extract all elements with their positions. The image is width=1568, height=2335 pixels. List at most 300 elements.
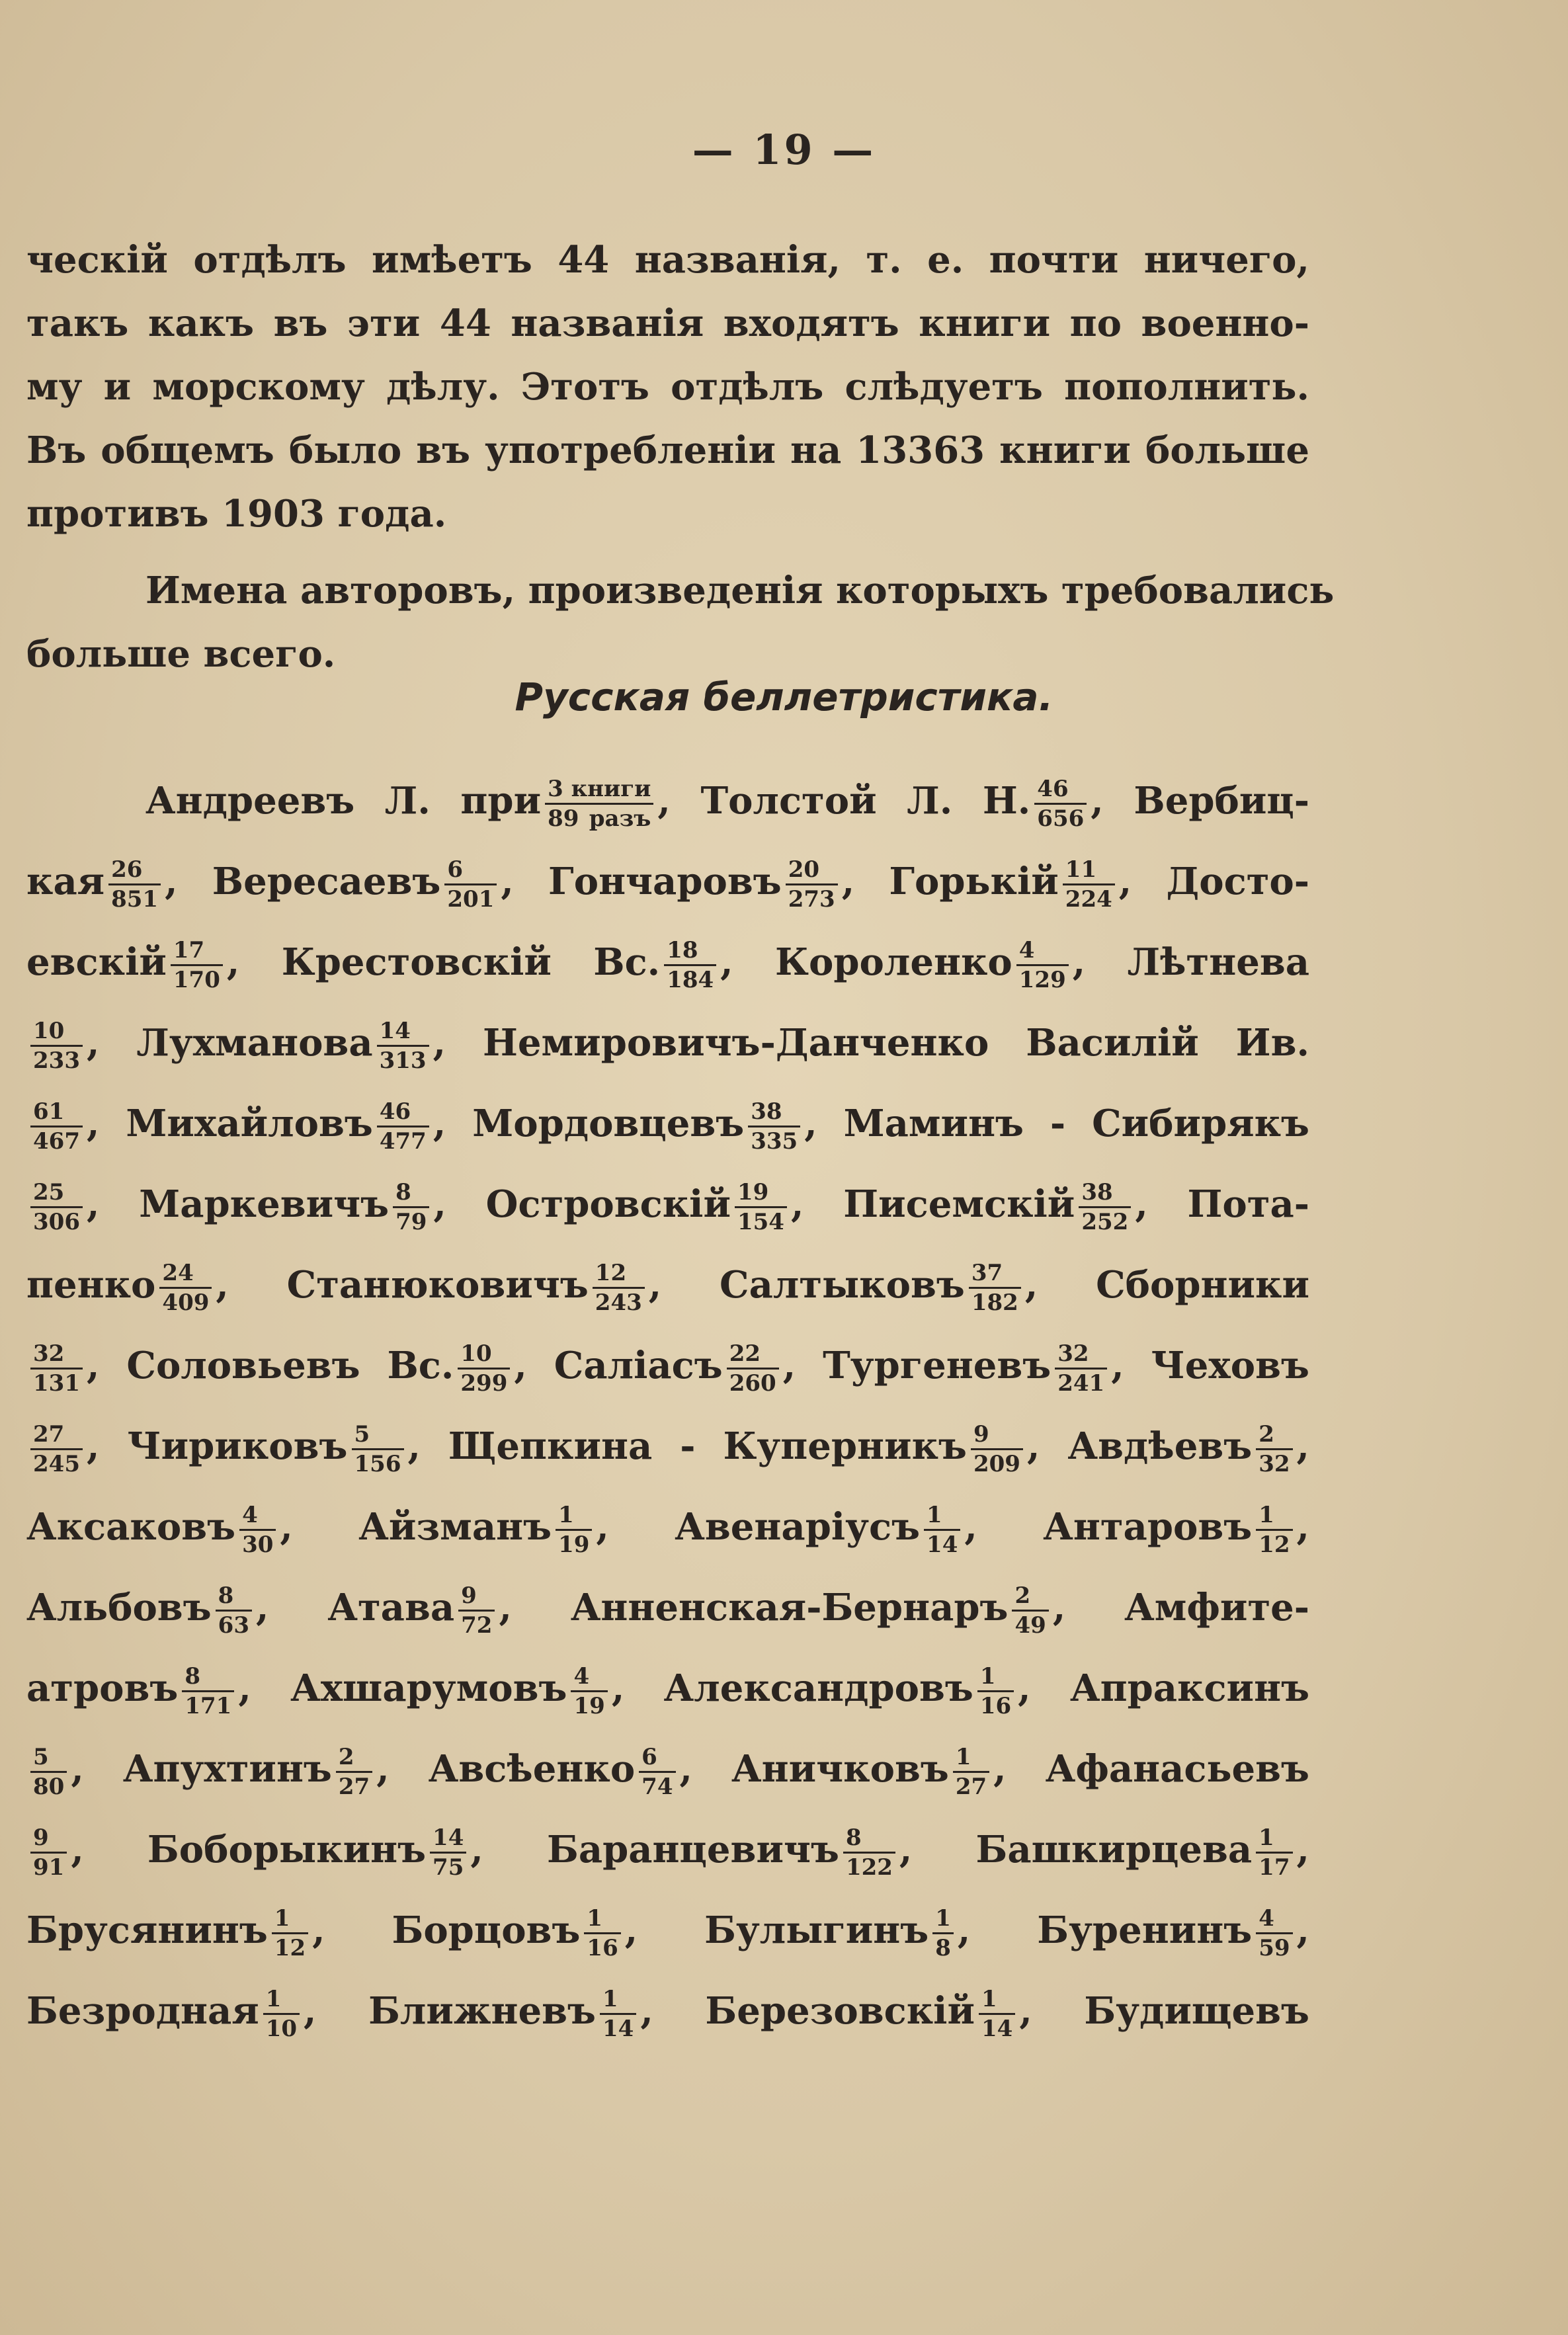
- fraction-numerator: 46: [377, 1098, 429, 1127]
- fraction-numerator: 19: [735, 1178, 787, 1208]
- fraction-denominator: 16: [979, 1692, 1012, 1719]
- author-entry: Саліасъ $\frac{22}{260}$ ,: [554, 1340, 796, 1397]
- count-fraction: [1055, 1340, 1107, 1397]
- author-entry: Горькій $\frac{11}{224}$ ,: [889, 856, 1132, 913]
- fraction-denominator: 209: [973, 1450, 1020, 1477]
- author-name: Булыгинъ: [704, 1908, 929, 1952]
- author-name: Михайловъ: [126, 1102, 373, 1145]
- author-entry: [1128, 940, 1309, 984]
- fraction-numerator: 1: [1256, 1501, 1292, 1531]
- author-row: [26, 1648, 1309, 1729]
- count-fraction: [30, 1420, 83, 1478]
- fraction-numerator: 10: [458, 1340, 510, 1370]
- author-entry: Тургеневъ $\frac{32}{241}$ ,: [823, 1340, 1124, 1397]
- fraction-numerator: 6: [639, 1743, 675, 1773]
- author-row: [26, 1083, 1309, 1164]
- author-name: Лухманова: [136, 1021, 373, 1065]
- fraction-denominator: 32: [1259, 1450, 1290, 1477]
- count-fraction: [30, 1340, 83, 1397]
- author-entry: [1070, 1666, 1309, 1710]
- count-fraction: [182, 1662, 234, 1720]
- author-row: [26, 1890, 1309, 1971]
- author-entry: Авсѣенко $\frac{6}{74}$ ,: [428, 1743, 692, 1800]
- count-fraction: [377, 1098, 429, 1155]
- author-name: Березовскій: [705, 1989, 975, 2033]
- author-entry: Баранцевичъ $\frac{8}{122}$ ,: [546, 1824, 913, 1881]
- author-entry: Брусянинъ $\frac{1}{12}$ ,: [26, 1905, 325, 1961]
- author-name: Чириковъ: [127, 1424, 348, 1468]
- count-fraction: [584, 1905, 620, 1962]
- count-fraction: [556, 1501, 592, 1559]
- count-fraction: [664, 936, 716, 994]
- fraction-numerator: 14: [430, 1824, 466, 1854]
- count-fraction: [377, 1017, 429, 1075]
- fraction-denominator: 260: [729, 1370, 776, 1397]
- fraction-denominator: 17: [1259, 1854, 1290, 1881]
- author-name: Вересаевъ: [212, 860, 441, 903]
- count-fraction: [843, 1824, 895, 1881]
- author-name: Островскій: [485, 1182, 731, 1226]
- author-name: Аксаковъ: [26, 1505, 236, 1549]
- author-name: Короленко: [775, 940, 1012, 984]
- author-row: [26, 1003, 1309, 1083]
- fraction-denominator: 335: [751, 1127, 798, 1155]
- author-name: Пота-: [1187, 1182, 1309, 1226]
- fraction-denominator: 27: [338, 1773, 370, 1800]
- author-name: Айзманъ: [358, 1505, 552, 1549]
- author-entry: Александровъ $\frac{1}{16}$ ,: [663, 1662, 1031, 1719]
- fraction-numerator: 1: [556, 1501, 592, 1531]
- author-name: Аничковъ: [731, 1747, 949, 1791]
- author-entry: $\frac{25}{306}$ ,: [26, 1182, 99, 1226]
- author-name: Боборыкинъ: [147, 1828, 427, 1871]
- fraction-denominator: 656: [1037, 805, 1085, 832]
- author-name: Тургеневъ: [823, 1344, 1052, 1387]
- fraction-numerator: 10: [30, 1017, 83, 1047]
- body-text: [26, 228, 1335, 686]
- fraction-numerator: 4: [1256, 1905, 1292, 1934]
- page-number: — 19 —: [692, 126, 876, 174]
- author-name: Ахшарумовъ: [290, 1666, 567, 1710]
- fraction-denominator: 851: [111, 885, 159, 913]
- author-name: Станюковичъ: [286, 1263, 589, 1307]
- fraction-numerator: 2: [336, 1743, 372, 1773]
- author-entry: Маркевичъ $\frac{8}{79}$ ,: [139, 1178, 446, 1235]
- fraction-denominator: 75: [433, 1854, 464, 1881]
- author-row: [26, 1325, 1309, 1406]
- author-row: [26, 1971, 1309, 2051]
- count-fraction: [30, 1743, 67, 1801]
- author-name: Апухтинъ: [122, 1747, 332, 1791]
- fraction-denominator: 79: [395, 1208, 427, 1235]
- author-row: [26, 1164, 1309, 1245]
- fraction-numerator: 17: [171, 936, 223, 966]
- author-entry: Башкирцева $\frac{1}{17}$ ,: [975, 1824, 1309, 1881]
- fraction-denominator: 241: [1057, 1370, 1105, 1397]
- fraction-numerator: 27: [30, 1420, 83, 1450]
- count-fraction: [545, 775, 653, 833]
- text-line: больше всего.: [26, 632, 336, 676]
- author-entry: Боборыкинъ $\frac{14}{75}$ ,: [147, 1824, 483, 1881]
- fraction-numerator: 14: [377, 1017, 429, 1047]
- fraction-numerator: 9: [971, 1420, 1023, 1450]
- count-fraction: [216, 1582, 252, 1639]
- author-name: Гончаровъ: [548, 860, 782, 903]
- fraction-denominator: 273: [788, 885, 835, 913]
- author-entry: Апухтинъ $\frac{2}{27}$ ,: [122, 1743, 390, 1800]
- author-name: Писемскій: [843, 1182, 1075, 1226]
- author-name: Горькій: [889, 860, 1059, 903]
- author-name: Крестовскій Вс.: [281, 940, 661, 984]
- author-row: [26, 1809, 1309, 1890]
- count-fraction: [1256, 1420, 1292, 1478]
- author-name: Вербиц-: [1134, 779, 1310, 823]
- author-entry: Ахшарумовъ $\frac{4}{19}$ ,: [290, 1662, 625, 1719]
- fraction-numerator: 2: [1012, 1582, 1048, 1612]
- fraction-denominator: 74: [641, 1773, 673, 1800]
- fraction-denominator: 171: [185, 1692, 232, 1719]
- author-name: Немировичъ-Данченко Василій Ив.: [483, 1021, 1309, 1065]
- count-fraction: [1016, 936, 1069, 994]
- count-fraction: [1012, 1582, 1048, 1639]
- count-fraction: [352, 1420, 404, 1478]
- fraction-numerator: 1: [263, 1985, 300, 2015]
- author-row: [26, 1245, 1309, 1325]
- author-entry: Буренинъ $\frac{4}{59}$ ,: [1037, 1905, 1310, 1961]
- author-entry: Антаровъ $\frac{1}{12}$ ,: [1043, 1501, 1310, 1558]
- text-line: такъ какъ въ эти 44 названія входятъ книги по военно-: [26, 302, 1309, 345]
- author-name: Сборники: [1096, 1263, 1309, 1307]
- author-entry: [1124, 1586, 1309, 1629]
- author-row: [26, 760, 1309, 841]
- count-fraction: [30, 1098, 83, 1155]
- author-name: Саліасъ: [554, 1344, 723, 1387]
- author-name: Авсѣенко: [428, 1747, 636, 1791]
- author-name: Салтыковъ: [720, 1263, 965, 1307]
- count-fraction: [748, 1098, 800, 1155]
- author-name: Андреевъ Л. при: [145, 779, 542, 823]
- fraction-denominator: 306: [33, 1208, 80, 1235]
- author-entry: атровъ $\frac{8}{171}$ ,: [26, 1662, 251, 1719]
- count-fraction: [159, 1259, 212, 1317]
- count-fraction: [444, 856, 497, 913]
- count-fraction: [571, 1662, 607, 1720]
- author-entry: Анненская-Бернаръ $\frac{2}{49}$ ,: [570, 1582, 1066, 1639]
- fraction-numerator: 46: [1034, 775, 1087, 805]
- fraction-denominator: 299: [460, 1370, 508, 1397]
- fraction-denominator: 131: [33, 1370, 80, 1397]
- author-name: Александровъ: [663, 1666, 973, 1710]
- fraction-numerator: 5: [30, 1743, 67, 1773]
- author-entry: пенко $\frac{24}{409}$ ,: [26, 1259, 229, 1316]
- author-entry: Островскій $\frac{19}{154}$ ,: [485, 1178, 804, 1235]
- count-fraction: [336, 1743, 372, 1801]
- count-fraction: [953, 1743, 989, 1801]
- fraction-denominator: 72: [461, 1612, 493, 1639]
- count-fraction: [1079, 1178, 1131, 1236]
- count-fraction: [393, 1178, 429, 1236]
- fraction-numerator: 4: [1016, 936, 1069, 966]
- author-name: Афанасьевъ: [1045, 1747, 1309, 1791]
- fraction-denominator: 59: [1259, 1934, 1290, 1961]
- author-name: Авенаріусъ: [675, 1505, 921, 1549]
- fraction-numerator: 1: [600, 1985, 636, 2015]
- fraction-numerator: 9: [30, 1824, 67, 1854]
- fraction-denominator: 224: [1065, 885, 1112, 913]
- fraction-denominator: 91: [33, 1854, 65, 1881]
- fraction-denominator: 184: [667, 966, 714, 993]
- fraction-denominator: 122: [845, 1854, 893, 1881]
- count-fraction: [600, 1985, 636, 2043]
- fraction-numerator: 38: [748, 1098, 800, 1127]
- count-fraction: [171, 936, 223, 994]
- fraction-numerator: 1: [977, 1662, 1014, 1692]
- author-entry: Березовскій $\frac{1}{14}$ ,: [705, 1985, 1032, 2042]
- fraction-denominator: 245: [33, 1450, 80, 1477]
- author-name: Щепкина - Куперникъ: [448, 1424, 967, 1468]
- author-name: кая: [26, 860, 105, 903]
- count-fraction: [639, 1743, 675, 1801]
- fraction-denominator: 80: [33, 1773, 65, 1800]
- count-fraction: [458, 1340, 510, 1397]
- count-fraction: [272, 1905, 308, 1962]
- author-entry: [1134, 779, 1309, 823]
- fraction-denominator: 154: [737, 1208, 784, 1235]
- fraction-numerator: 32: [30, 1340, 83, 1370]
- author-entry: Булыгинъ $\frac{1}{8}$ ,: [704, 1905, 971, 1961]
- count-fraction: [977, 1662, 1014, 1720]
- author-entry: Короленко $\frac{4}{129}$ ,: [775, 936, 1086, 993]
- author-entry: Альбовъ $\frac{8}{63}$ ,: [26, 1582, 269, 1639]
- author-entry: Соловьевъ Вс. $\frac{10}{299}$ ,: [126, 1340, 527, 1397]
- author-name: Атава: [327, 1586, 455, 1629]
- author-entry: [1151, 1344, 1309, 1387]
- fraction-denominator: 233: [33, 1047, 80, 1074]
- author-name: атровъ: [26, 1666, 179, 1710]
- count-fraction: [786, 856, 838, 913]
- author-entry: Михайловъ $\frac{46}{477}$ ,: [126, 1098, 446, 1155]
- fraction-denominator: 14: [927, 1531, 958, 1558]
- fraction-denominator: 156: [354, 1450, 401, 1477]
- fraction-numerator: 12: [593, 1259, 645, 1289]
- author-entry: $\frac{5}{80}$ ,: [26, 1747, 84, 1791]
- author-entry: евскій $\frac{17}{170}$ ,: [26, 936, 240, 993]
- fraction-denominator: 14: [602, 2015, 634, 2042]
- count-fraction: [1034, 775, 1087, 833]
- author-name: Маминъ - Сибирякъ: [843, 1102, 1309, 1145]
- fraction-denominator: 16: [587, 1934, 618, 1961]
- author-name: Ближневъ: [368, 1989, 596, 2033]
- count-fraction: [971, 1420, 1023, 1478]
- fraction-denominator: 313: [379, 1047, 427, 1074]
- author-entry: Безродная $\frac{1}{10}$ ,: [26, 1985, 317, 2042]
- fraction-denominator: 27: [955, 1773, 987, 1800]
- author-entry: Писемскій $\frac{38}{252}$ ,: [843, 1178, 1148, 1235]
- author-entry: Ближневъ $\frac{1}{14}$ ,: [368, 1985, 653, 2042]
- paragraph-1: [26, 228, 1309, 546]
- count-fraction: [1256, 1501, 1292, 1559]
- text-line: ческій отдѣлъ имѣетъ 44 названія, т. е. почти ничего,: [26, 238, 1309, 282]
- fraction-denominator: 14: [981, 2015, 1013, 2042]
- author-list: [26, 760, 1309, 2051]
- fraction-numerator: 22: [727, 1340, 779, 1370]
- author-name: Брусянинъ: [26, 1908, 268, 1952]
- count-fraction: [1256, 1824, 1292, 1881]
- fraction-denominator: 201: [447, 885, 495, 913]
- author-name: Баранцевичъ: [546, 1828, 839, 1871]
- author-entry: [1096, 1263, 1309, 1307]
- author-entry: [1188, 1182, 1309, 1226]
- paragraph-2: [26, 559, 1335, 686]
- count-fraction: [263, 1985, 300, 2043]
- author-entry: Крестовскій Вс. $\frac{18}{184}$ ,: [281, 936, 733, 993]
- author-name: Авдѣевъ: [1067, 1424, 1253, 1468]
- author-name: Борцовъ: [392, 1908, 581, 1952]
- author-entry: Гончаровъ $\frac{20}{273}$ ,: [548, 856, 855, 913]
- author-name: Апраксинъ: [1069, 1666, 1310, 1710]
- fraction-numerator: 1: [584, 1905, 620, 1934]
- author-entry: [844, 1102, 1309, 1145]
- author-name: Соловьевъ Вс.: [126, 1344, 454, 1387]
- author-name: Анненская-Бернаръ: [570, 1586, 1009, 1629]
- author-name: евскій: [26, 940, 167, 984]
- fraction-denominator: 8: [935, 1934, 951, 1961]
- author-row: [26, 1729, 1309, 1809]
- author-entry: кая $\frac{26}{851}$ ,: [26, 856, 178, 913]
- fraction-numerator: 1: [979, 1985, 1015, 2015]
- text-line: Имена авторовъ, произведенія которыхъ требовались: [145, 569, 1335, 612]
- fraction-numerator: 8: [216, 1582, 252, 1612]
- author-entry: Андреевъ Л. при $\frac{\text{3 книги}}{\text{89 разъ}}$ ,: [145, 775, 671, 832]
- author-entry: Аксаковъ $\frac{4}{30}$ ,: [26, 1501, 293, 1558]
- text-line: му и морскому дѣлу. Этотъ отдѣлъ слѣдуетъ пополнить.: [26, 365, 1309, 409]
- count-fraction: [593, 1259, 645, 1317]
- author-row: [26, 1487, 1309, 1567]
- author-name: пенко: [26, 1263, 156, 1307]
- author-row: [26, 1406, 1309, 1487]
- author-entry: Авенаріусъ $\frac{1}{14}$ ,: [675, 1501, 977, 1558]
- fraction-denominator: 243: [595, 1289, 642, 1316]
- fraction-denominator: 30: [242, 1531, 274, 1558]
- author-entry: Мордовцевъ $\frac{38}{335}$ ,: [472, 1098, 817, 1155]
- fraction-denominator: 49: [1014, 1612, 1046, 1639]
- fraction-denominator: 252: [1081, 1208, 1129, 1235]
- fraction-numerator: 4: [571, 1662, 607, 1692]
- fraction-denominator: 89 разъ: [548, 805, 651, 832]
- author-entry: [1084, 1989, 1309, 2033]
- fraction-denominator: 63: [218, 1612, 249, 1639]
- author-entry: Вересаевъ $\frac{6}{201}$ ,: [212, 856, 514, 913]
- author-entry: Лухманова $\frac{14}{313}$ ,: [136, 1017, 446, 1074]
- section-heading: Русская беллетристика.: [515, 675, 1053, 719]
- count-fraction: [239, 1501, 276, 1559]
- count-fraction: [924, 1501, 960, 1559]
- fraction-denominator: 129: [1018, 966, 1066, 993]
- count-fraction: [979, 1985, 1015, 2043]
- fraction-numerator: 8: [843, 1824, 895, 1854]
- fraction-numerator: 5: [352, 1420, 404, 1450]
- fraction-numerator: 1: [272, 1905, 308, 1934]
- text-line: Въ общемъ было въ употребленіи на 13363 книги больше: [26, 429, 1309, 472]
- fraction-numerator: 1: [924, 1501, 960, 1531]
- count-fraction: [30, 1017, 83, 1075]
- fraction-numerator: 3 книги: [545, 775, 653, 805]
- author-entry: Аничковъ $\frac{1}{27}$ ,: [731, 1743, 1007, 1800]
- author-row: [26, 922, 1309, 1003]
- author-name: Будищевъ: [1084, 1989, 1310, 2033]
- fraction-denominator: 19: [573, 1692, 605, 1719]
- author-entry: $\frac{27}{245}$ ,: [26, 1424, 99, 1468]
- fraction-numerator: 1: [932, 1905, 954, 1934]
- author-entry: $\frac{61}{467}$ ,: [26, 1102, 99, 1145]
- author-row: [26, 841, 1309, 922]
- count-fraction: [458, 1582, 495, 1639]
- author-name: Амфите-: [1124, 1586, 1310, 1629]
- author-name: Мордовцевъ: [472, 1102, 745, 1145]
- fraction-denominator: 10: [265, 2015, 298, 2042]
- author-entry: Салтыковъ $\frac{37}{182}$ ,: [720, 1259, 1038, 1316]
- author-entry: Авдѣевъ $\frac{2}{32}$ ,: [1067, 1420, 1310, 1477]
- fraction-numerator: 18: [664, 936, 716, 966]
- fraction-numerator: 32: [1055, 1340, 1107, 1370]
- fraction-numerator: 4: [239, 1501, 276, 1531]
- fraction-numerator: 8: [393, 1178, 429, 1208]
- author-row: [26, 1567, 1309, 1648]
- author-name: Чеховъ: [1151, 1344, 1309, 1387]
- fraction-numerator: 24: [159, 1259, 212, 1289]
- author-name: Башкирцева: [975, 1828, 1253, 1871]
- author-entry: $\frac{10}{233}$ ,: [26, 1021, 99, 1065]
- author-name: Безродная: [26, 1989, 259, 2033]
- count-fraction: [1256, 1905, 1292, 1962]
- author-name: Маркевичъ: [139, 1182, 390, 1226]
- fraction-denominator: 477: [379, 1127, 427, 1155]
- fraction-denominator: 12: [1259, 1531, 1290, 1558]
- author-entry: Щепкина - Куперникъ $\frac{9}{209}$ ,: [448, 1420, 1040, 1477]
- author-entry: Толстой Л. Н. $\frac{46}{656}$ ,: [700, 775, 1104, 832]
- fraction-numerator: 61: [30, 1098, 83, 1127]
- fraction-numerator: 1: [953, 1743, 989, 1773]
- fraction-numerator: 37: [969, 1259, 1021, 1289]
- count-fraction: [727, 1340, 779, 1397]
- fraction-denominator: 19: [558, 1531, 590, 1558]
- author-name: Лѣтнева: [1127, 940, 1310, 984]
- author-entry: $\frac{9}{91}$ ,: [26, 1828, 84, 1871]
- author-entry: [1166, 860, 1309, 903]
- fraction-denominator: 409: [162, 1289, 210, 1316]
- count-fraction: [30, 1824, 67, 1881]
- author-entry: $\frac{32}{131}$ ,: [26, 1344, 99, 1387]
- author-name: Альбовъ: [26, 1586, 212, 1629]
- count-fraction: [932, 1905, 954, 1962]
- fraction-numerator: 2: [1256, 1420, 1292, 1450]
- author-entry: Станюковичъ $\frac{12}{243}$ ,: [286, 1259, 662, 1316]
- fraction-numerator: 1: [1256, 1824, 1292, 1854]
- fraction-denominator: 170: [173, 966, 220, 993]
- count-fraction: [430, 1824, 466, 1881]
- fraction-denominator: 12: [274, 1934, 306, 1961]
- fraction-numerator: 9: [458, 1582, 495, 1612]
- author-entry: [1046, 1747, 1309, 1791]
- author-entry: Айзманъ $\frac{1}{19}$ ,: [358, 1501, 609, 1558]
- fraction-numerator: 20: [786, 856, 838, 885]
- fraction-denominator: 467: [33, 1127, 80, 1155]
- fraction-numerator: 8: [182, 1662, 234, 1692]
- count-fraction: [735, 1178, 787, 1236]
- fraction-numerator: 26: [108, 856, 161, 885]
- fraction-numerator: 38: [1079, 1178, 1131, 1208]
- fraction-denominator: 182: [971, 1289, 1018, 1316]
